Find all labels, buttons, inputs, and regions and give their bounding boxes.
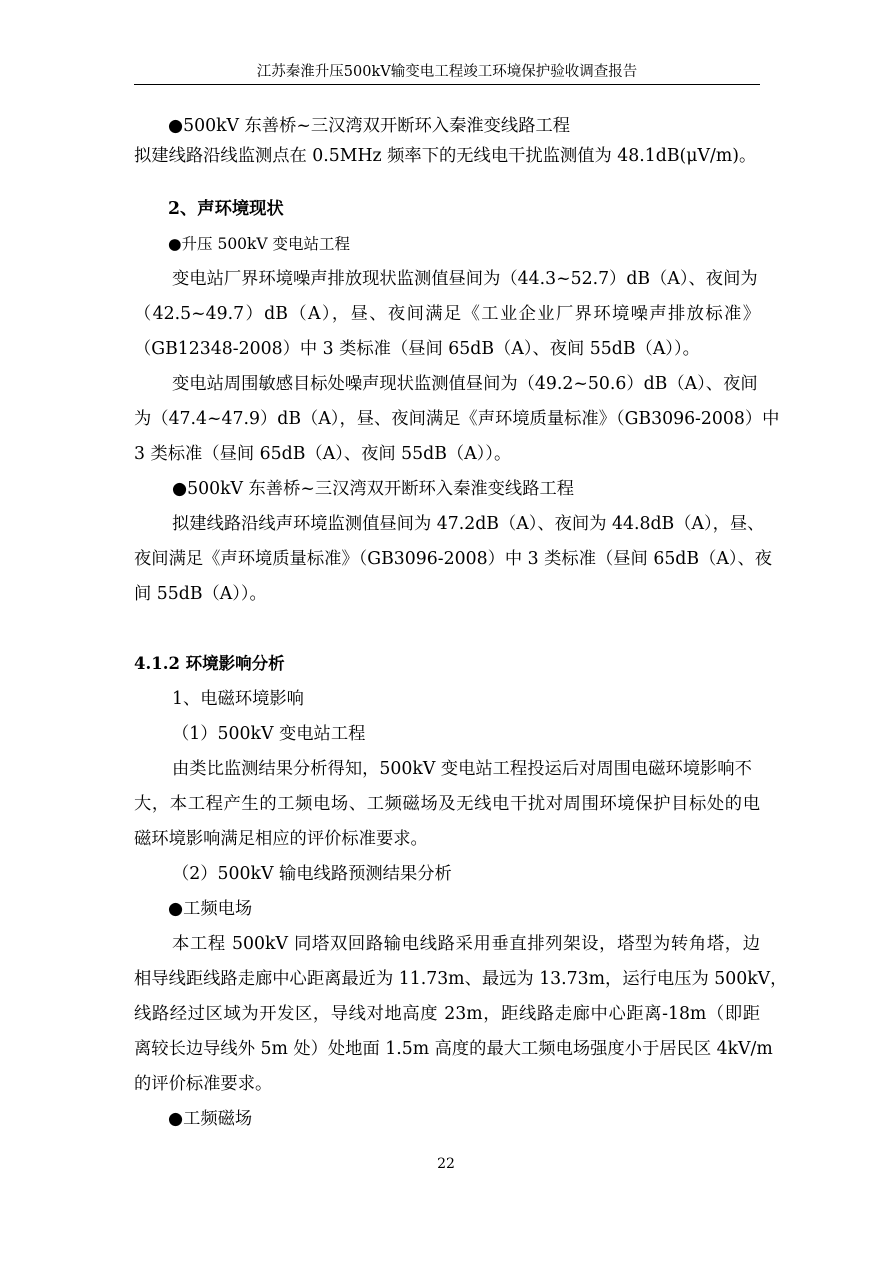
text-line: 大，本工程产生的工频电场、工频磁场及无线电干扰对周围环境保护目标处的电 bbox=[134, 794, 760, 814]
text-line: （42.5~49.7）dB（A），昼、夜间满足《工业企业厂界环境噪声排放标准》 bbox=[134, 304, 760, 324]
text-line: 由类比监测结果分析得知，500kV 变电站工程投运后对周围电磁环境影响不 bbox=[172, 759, 752, 779]
text-line: 本工程 500kV 同塔双回路输电线路采用垂直排列架设，塔型为转角塔，边 bbox=[172, 934, 760, 954]
subheading-em-impact: 1、电磁环境影响 bbox=[172, 689, 304, 709]
page-number: 22 bbox=[437, 1156, 455, 1172]
subheading-substation: （1）500kV 变电站工程 bbox=[172, 724, 366, 744]
text-line: 拟建线路沿线声环境监测值昼间为 47.2dB（A）、夜间为 44.8dB（A），昼、 bbox=[172, 514, 765, 534]
text-line: 磁环境影响满足相应的评价标准要求。 bbox=[134, 829, 428, 849]
text-line: 的评价标准要求。 bbox=[134, 1074, 273, 1094]
subsection-heading-impact-analysis: 4.1.2 环境影响分析 bbox=[134, 654, 285, 673]
bullet-heading-electric-field: ●工频电场 bbox=[168, 899, 253, 919]
page-header-title: 江苏秦淮升压500kV输变电工程竣工环境保护验收调查报告 bbox=[256, 64, 638, 80]
header-divider bbox=[134, 84, 760, 85]
bullet-heading-substation: ●升压 500kV 变电站工程 bbox=[168, 235, 351, 253]
bullet-heading-line-project: ●500kV 东善桥~三汉湾双开断环入秦淮变线路工程 bbox=[168, 116, 571, 136]
text-line: 3 类标准（昼间 65dB（A）、夜间 55dB（A））。 bbox=[134, 444, 512, 464]
bullet-heading-magnetic-field: ●工频磁场 bbox=[168, 1109, 253, 1129]
text-line: 拟建线路沿线监测点在 0.5MHz 频率下的无线电干扰监测值为 48.1dB(μV/m)。 bbox=[134, 146, 757, 166]
bullet-heading-line-project: ●500kV 东善桥~三汉湾双开断环入秦淮变线路工程 bbox=[172, 479, 575, 499]
text-line: （GB12348-2008）中 3 类标准（昼间 65dB（A）、夜间 55dB（A））。 bbox=[134, 339, 700, 359]
text-line: 为（47.4~47.9）dB（A），昼、夜间满足《声环境质量标准》（GB3096-2008）中 bbox=[134, 409, 780, 429]
text-line: 线路经过区域为开发区，导线对地高度 23m，距线路走廊中心距离-18m（即距 bbox=[134, 1004, 760, 1024]
text-line: 相导线距线路走廊中心距离最近为 11.73m、最远为 13.73m，运行电压为 500kV， bbox=[134, 969, 788, 989]
text-line: 变电站厂界环境噪声排放现状监测值昼间为（44.3~52.7）dB（A）、夜间为 bbox=[172, 269, 758, 289]
text-line: 间 55dB（A））。 bbox=[134, 584, 267, 604]
subheading-transmission-line: （2）500kV 输电线路预测结果分析 bbox=[172, 864, 452, 884]
section-heading-acoustic-status: 2、声环境现状 bbox=[168, 199, 284, 219]
text-line: 变电站周围敏感目标处噪声现状监测值昼间为（49.2~50.6）dB（A）、夜间 bbox=[172, 374, 758, 394]
text-line: 离较长边导线外 5m 处）处地面 1.5m 高度的最大工频电场强度小于居民区 4kV/m bbox=[134, 1039, 773, 1059]
text-line: 夜间满足《声环境质量标准》（GB3096-2008）中 3 类标准（昼间 65dB（A）、夜 bbox=[134, 549, 773, 569]
